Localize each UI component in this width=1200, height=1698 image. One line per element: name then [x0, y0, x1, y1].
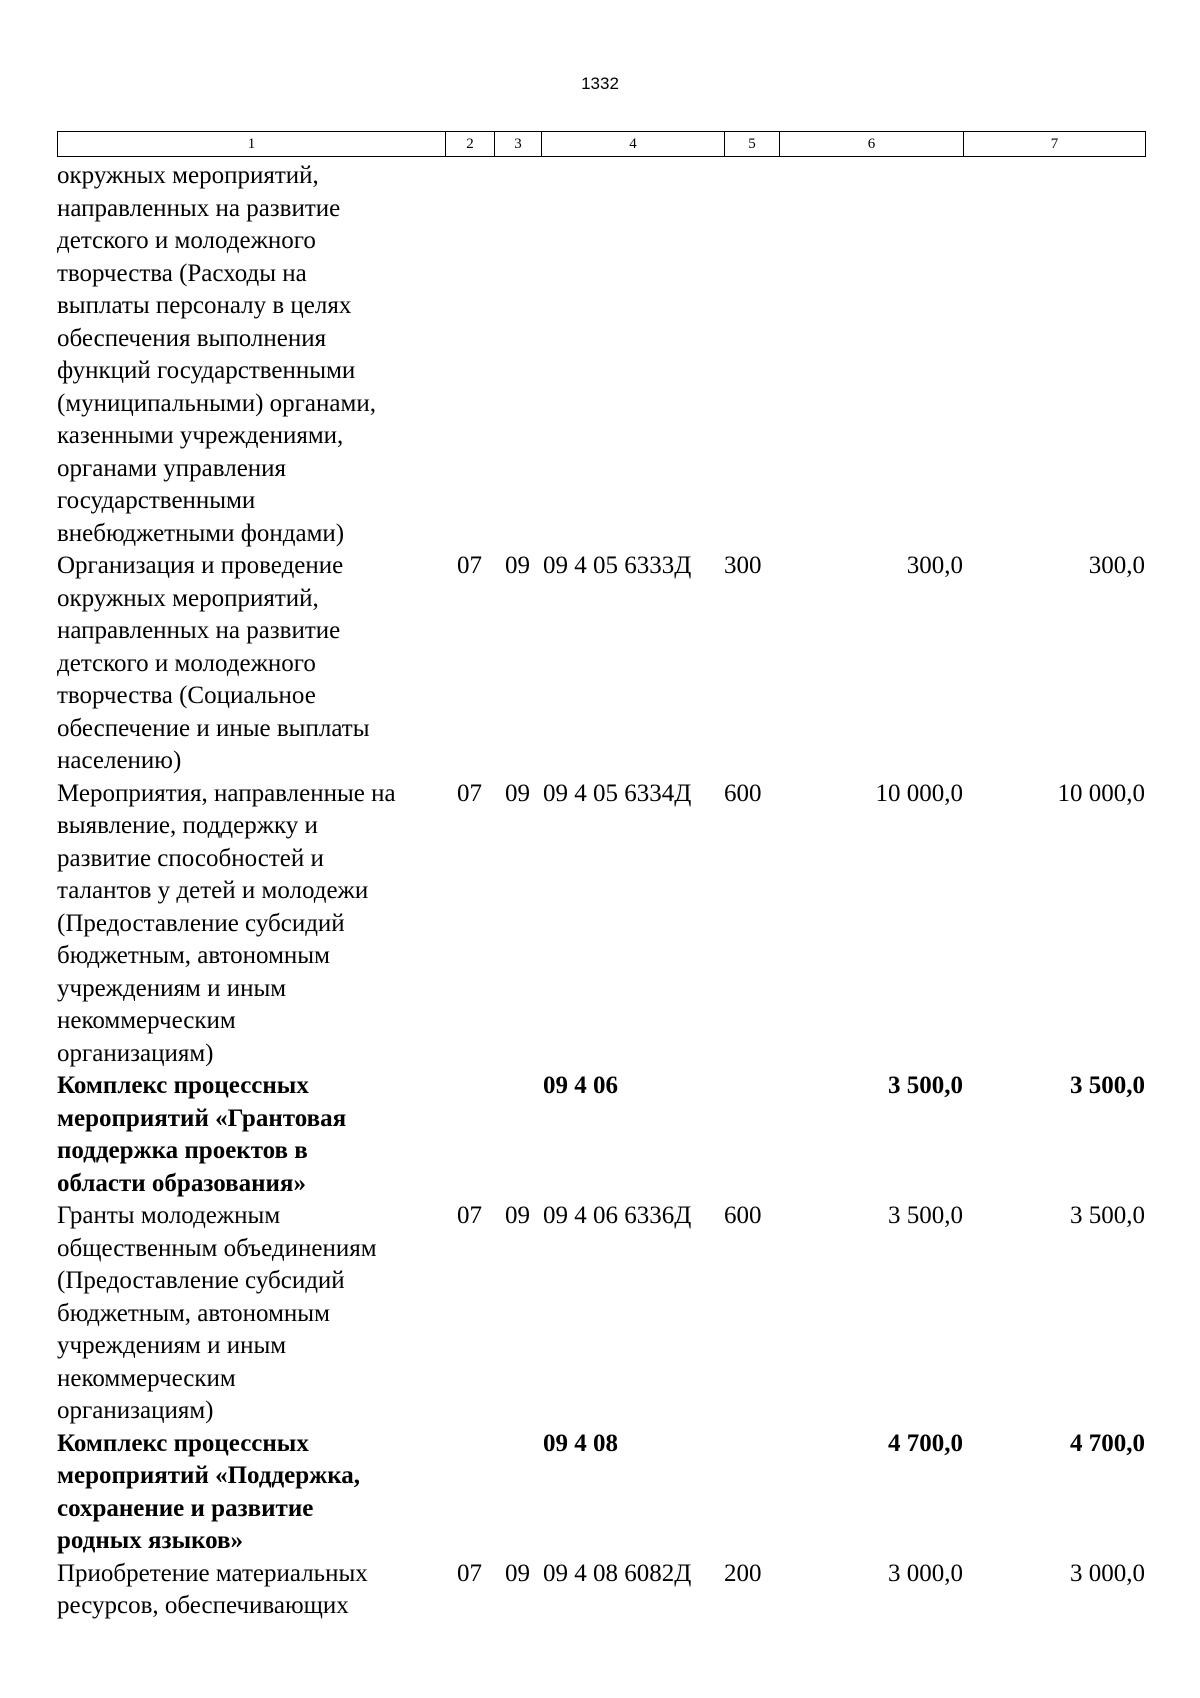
row-amount-year-1: 3 500,0 [888, 1202, 963, 1229]
row-expense-type: 200 [724, 1559, 762, 1587]
row-target-article [541, 160, 724, 550]
row-expense-type: 600 [724, 1202, 762, 1229]
table-row [57, 1558, 1145, 1623]
row-expense-type [724, 1428, 779, 1558]
row-subsection-code [494, 160, 541, 550]
row-amount-year-1: 4 700,0 [888, 1429, 963, 1457]
row-amount-year-2 [963, 160, 1145, 550]
budget-table [57, 160, 1145, 1623]
row-section-code: 07 [457, 779, 482, 807]
row-amount-year-2: 3 000,0 [1070, 1559, 1145, 1587]
row-section-code: 07 [457, 1202, 482, 1229]
row-amount-year-1 [779, 160, 963, 550]
row-name: Приобретение материальных ресурсов, обеспечивающих [57, 1559, 368, 1619]
row-amount-year-2: 3 500,0 [1070, 1072, 1145, 1099]
row-section-code [445, 160, 494, 550]
row-section-code [445, 1428, 494, 1558]
row-section-code [445, 1070, 494, 1200]
row-target-article: 09 4 06 [543, 1072, 618, 1099]
table-row [57, 160, 1145, 550]
row-amount-year-1: 3 000,0 [888, 1559, 963, 1587]
row-subsection-code [494, 1070, 541, 1200]
row-name: Мероприятия, направленные на выявление, поддержку и развитие способностей и талантов у детей и молодежи (Предоставление субсидий бюджетным, автономным учреждениям и иным некоммерческим организациям) [57, 779, 396, 1067]
page-number: 1332 [581, 74, 619, 93]
row-subsection-code: 09 [505, 1202, 530, 1229]
row-amount-year-2: 3 500,0 [1070, 1202, 1145, 1229]
row-name: Комплекс процессных мероприятий «Поддержка, сохранение и развитие родных языков» [57, 1429, 361, 1554]
header-col-4: 4 [542, 132, 725, 157]
row-expense-type: 600 [724, 779, 762, 807]
row-target-article: 09 4 05 6333Д [543, 552, 692, 579]
table-row [57, 1428, 1145, 1558]
row-name: Организация и проведение окружных мероприятий, направленных на развитие детского и молодежного творчества (Социальное обеспечение и иные выплаты населению) [57, 552, 370, 774]
table-row [57, 778, 1145, 1071]
header-row [58, 132, 1146, 157]
header-col-1: 1 [58, 132, 446, 157]
row-subsection-code: 09 [505, 552, 530, 579]
row-subsection-code: 09 [505, 779, 530, 807]
row-amount-year-1: 300,0 [906, 552, 963, 579]
row-target-article: 09 4 08 6082Д [543, 1559, 692, 1587]
row-section-code: 07 [457, 1559, 482, 1587]
table-header [57, 131, 1146, 157]
row-amount-year-2: 300,0 [1088, 552, 1145, 579]
header-col-3: 3 [495, 132, 542, 157]
row-amount-year-2: 10 000,0 [1057, 779, 1145, 807]
row-amount-year-2: 4 700,0 [1070, 1429, 1145, 1457]
row-target-article: 09 4 06 6336Д [543, 1202, 692, 1229]
header-col-6: 6 [780, 132, 964, 157]
row-subsection-code [494, 1428, 541, 1558]
row-section-code: 07 [457, 552, 482, 579]
row-name: Гранты молодежным общественным объединениям (Предоставление субсидий бюджетным, автономным учреждениям и иным некоммерческим организациям) [57, 1202, 377, 1424]
header-col-7: 7 [964, 132, 1146, 157]
row-amount-year-1: 3 500,0 [888, 1072, 963, 1099]
table-row [57, 1200, 1145, 1428]
row-amount-year-1: 10 000,0 [875, 779, 963, 807]
row-expense-type [724, 1070, 779, 1200]
row-expense-type: 300 [724, 552, 762, 579]
row-expense-type [724, 160, 779, 550]
row-name: окружных мероприятий, направленных на развитие детского и молодежного творчества (Расходы на выплаты персоналу в целях обеспечения выполнения функций государственными (муниципальными) органами, казенными учреждениями, органами управления государственными внебюджетными фондами) [57, 162, 376, 547]
row-target-article: 09 4 08 [543, 1429, 618, 1457]
row-target-article: 09 4 05 6334Д [543, 779, 692, 807]
row-name: Комплекс процессных мероприятий «Грантовая поддержка проектов в области образования» [57, 1072, 347, 1197]
header-col-5: 5 [725, 132, 780, 157]
table-row [57, 550, 1145, 778]
header-col-2: 2 [446, 132, 495, 157]
row-subsection-code: 09 [505, 1559, 530, 1587]
table-row [57, 1070, 1145, 1200]
